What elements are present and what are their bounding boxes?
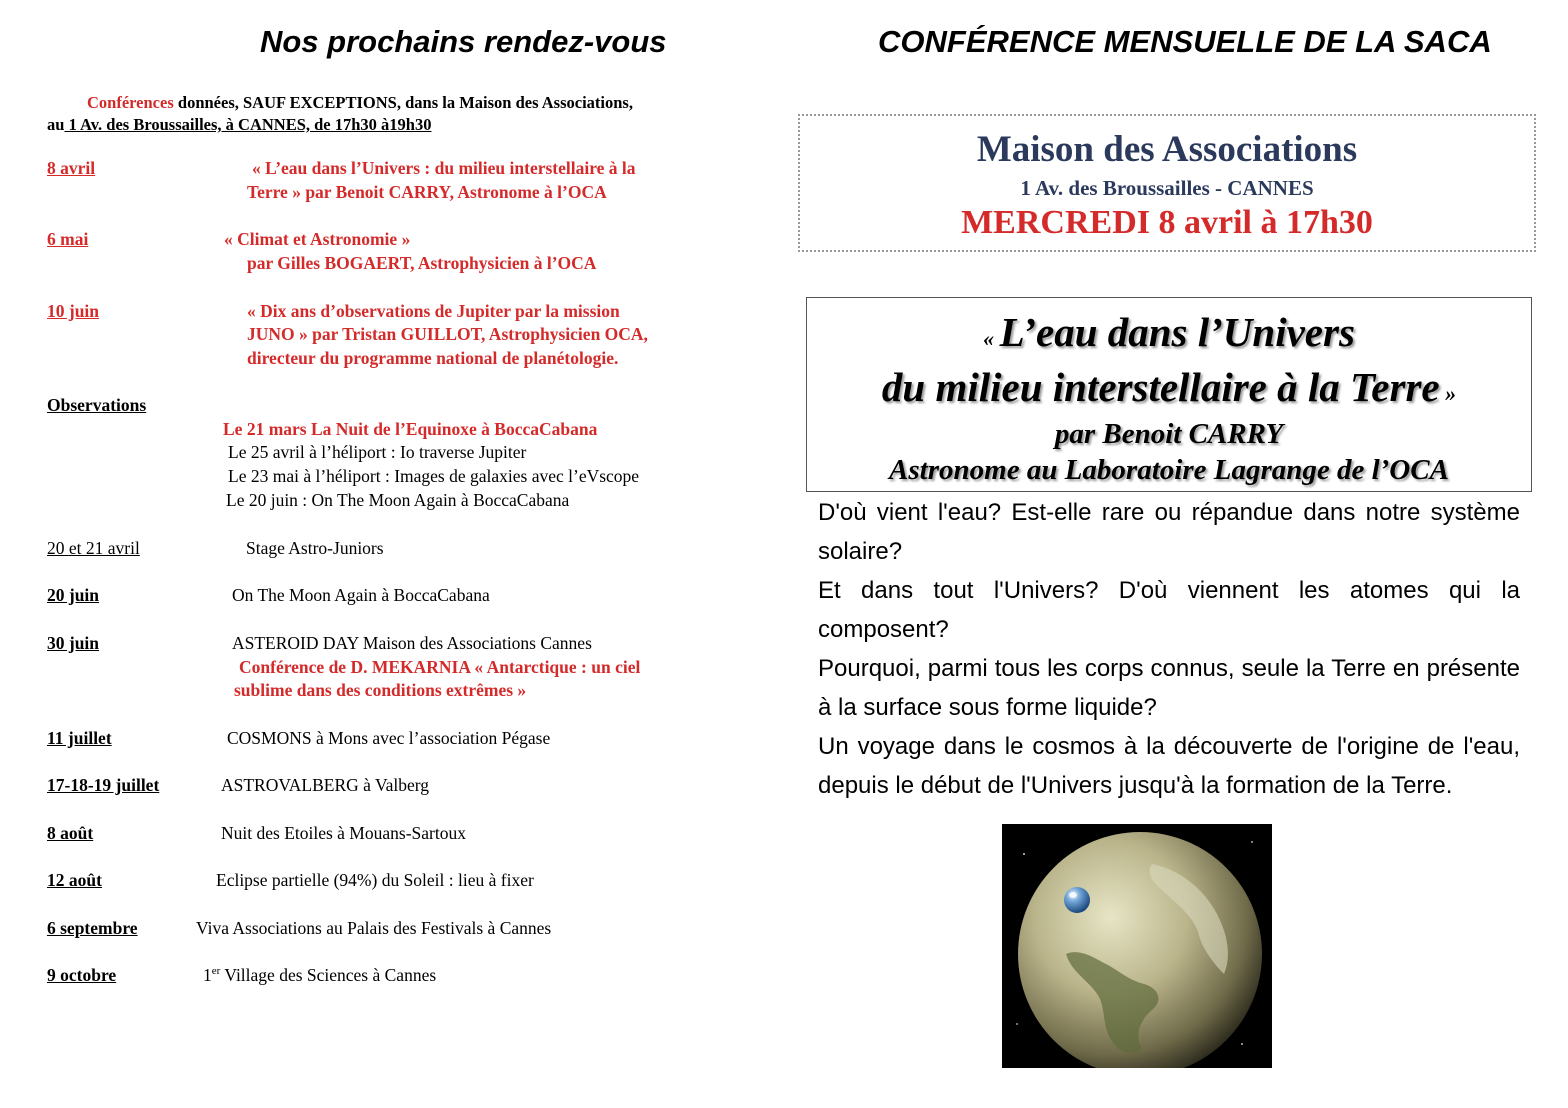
observations-label: Observations [47,395,147,415]
event-17-19-juillet-text: ASTROVALBERG à Valberg [221,775,430,795]
event-6-mai-line-1: « Climat et Astronomie » [224,229,411,249]
event-date-10-juin: 10 juin [47,301,100,321]
left-page-title: Nos prochains rendez-vous [260,24,667,59]
talk-description [818,493,1520,805]
event-date-12-aout: 12 août [47,870,102,890]
event-11-juillet-text: COSMONS à Mons avec l’association Pégase [227,728,551,748]
event-date-6-mai: 6 mai [47,229,89,249]
event-date-11-juillet: 11 juillet [47,728,112,748]
description-paragraph-4: Un voyage dans le cosmos à la découverte de l'origine de l'eau, depuis le début de l'Univers jusqu'à la formation de la Terre. [818,733,1520,799]
venue-box [798,114,1536,252]
event-20-21-avril-text: Stage Astro-Juniors [246,538,384,558]
talk-close-quote: » [1439,381,1457,406]
intro-conf-word: Conférences [87,93,174,112]
event-date-17-19-juillet: 17-18-19 juillet [47,775,160,795]
venue-datetime: MERCREDI 8 avril à 17h30 [961,204,1373,241]
event-date-20-juin: 20 juin [47,585,100,605]
venue-name: Maison des Associations [976,129,1358,170]
intro-line-1-rest: données, SAUF EXCEPTIONS, dans la Maison des Associations, [173,93,633,112]
venue-address: 1 Av. des Broussailles - CANNES [1020,176,1314,200]
talk-title-2: du milieu interstellaire à la Terre [881,364,1440,410]
observation-line-3: Le 23 mai à l’héliport : Images de galaxies avec l’eVscope [228,466,640,486]
event-10-juin-line-3: directeur du programme national de planétologie. [247,348,619,368]
observation-line-2: Le 25 avril à l’héliport : Io traverse Jupiter [228,442,527,462]
event-8-avril-line-2: Terre » par Benoit CARRY, Astronome à l’OCA [247,182,607,202]
event-date-9-octobre: 9 octobre [47,965,117,985]
talk-title-box [806,297,1532,492]
event-date-30-juin: 30 juin [47,633,100,653]
event-date-8-avril: 8 avril [47,158,96,178]
event-9-octobre-line [203,965,436,986]
event-30-juin-line-3: sublime dans des conditions extrêmes » [234,680,527,700]
intro-prefix: au [47,115,65,134]
event-6-mai-line-2: par Gilles BOGAERT, Astrophysicien à l’OCA [247,253,597,273]
talk-title-line-2 [807,363,1531,411]
event-8-avril-line-1: « L’eau dans l’Univers : du milieu interstellaire à la [252,158,636,178]
event-10-juin-line-2: JUNO » par Tristan GUILLOT, Astrophysicien OCA, [247,324,648,344]
event-date-6-septembre: 6 septembre [47,918,138,938]
description-paragraph-2: Et dans tout l'Univers? D'où viennent les atomes qui la composent? [818,577,1520,643]
earth-water-image [1002,824,1272,1068]
intro-line-1 [87,93,633,113]
talk-affiliation: Astronome au Laboratoire Lagrange de l’OCA [889,454,1449,486]
event-30-juin-line-2: Conférence de D. MEKARNIA « Antarctique : un ciel [239,657,641,677]
talk-open-quote: « [983,326,1000,351]
description-paragraph-1: D'où vient l'eau? Est-elle rare ou répandue dans notre système solaire? [818,499,1520,565]
event-9-octobre-text: Village des Sciences à Cannes [220,965,437,985]
event-20-juin-text: On The Moon Again à BoccaCabana [232,585,490,605]
talk-speaker: par Benoit CARRY [1054,418,1284,450]
observation-line-1: Le 21 mars La Nuit de l’Equinoxe à BoccaCabana [223,419,598,439]
observation-line-4: Le 20 juin : On The Moon Again à BoccaCabana [226,490,570,510]
right-page-title: CONFÉRENCE MENSUELLE DE LA SACA [878,24,1492,59]
intro-address: 1 Av. des Broussailles, à CANNES, de 17h30 à19h30 [64,115,432,134]
event-10-juin-line-1: « Dix ans d’observations de Jupiter par la mission [247,301,620,321]
intro-line-2 [47,115,431,135]
event-30-juin-line-1: ASTEROID DAY Maison des Associations Cannes [232,633,592,653]
event-6-septembre-text: Viva Associations au Palais des Festivals à Cannes [196,918,552,938]
event-12-aout-text: Eclipse partielle (94%) du Soleil : lieu à fixer [216,870,534,890]
event-8-aout-text: Nuit des Etoiles à Mouans-Sartoux [221,823,466,843]
event-date-20-21-avril: 20 et 21 avril [47,538,140,558]
talk-title-1: L’eau dans l’Univers [999,309,1355,355]
earth-illustration [1002,824,1272,1068]
description-paragraph-3: Pourquoi, parmi tous les corps connus, seule la Terre en présente à la surface sous forme liquide? [818,655,1520,721]
event-9-octobre-num: 1 [203,965,212,985]
talk-title-line-1 [807,308,1531,356]
event-date-8-aout: 8 août [47,823,94,843]
event-9-octobre-sup: er [211,965,221,978]
